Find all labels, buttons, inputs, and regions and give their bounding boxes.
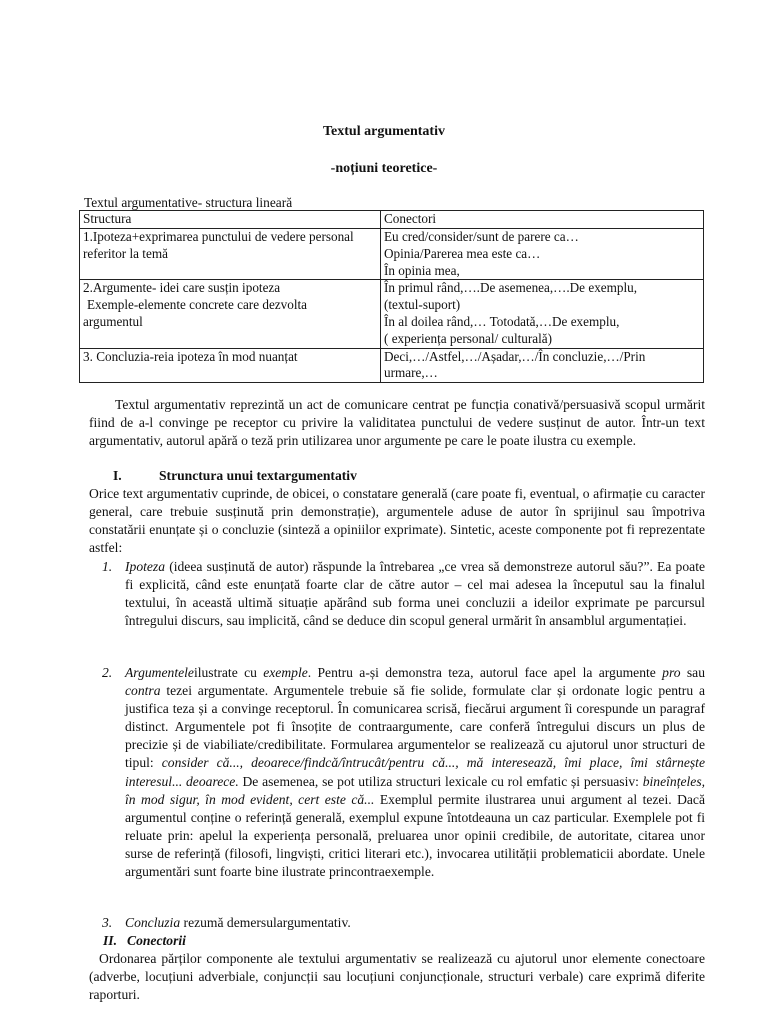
table-row	[80, 280, 704, 348]
item-text: De asemenea, se pot utiliza structuri lexicale cu rol emfatic și persuasiv:	[238, 773, 643, 789]
list-item-ipoteza	[102, 558, 705, 630]
cell-text: Eu cred/consider/sunt de parere ca…	[384, 229, 579, 244]
cell-text: urmare,…	[384, 365, 438, 381]
connectors-paragraph: Ordonarea părților componente ale textului argumentativ se realizează cu ajutorul unor elemente conectoare (adverbe, locuțiuni adverbiale, conjuncții sau locuțiuni conjuncționale, structuri verbale) care exprimă diferite raporturi.	[89, 951, 705, 1003]
argument-structures: consider că..., deoarece/findcă/întrucât/pentru că..., mă interesează, îmi place, îmi stârnește interesul... deoarece.	[125, 755, 705, 789]
section-number: I.	[113, 468, 122, 483]
table-caption: Textul argumentative- structura lineară	[84, 195, 293, 210]
structure-cell	[80, 280, 381, 348]
cell-text: (textul-suport)	[384, 297, 461, 313]
cell-text: 2.Argumente- idei care susțin ipoteza	[83, 280, 281, 296]
section-number: II.	[103, 933, 117, 948]
item-text: (ideea susținută de autor) răspunde la întrebarea „ce vrea să demonstreze autorul său?”. Ea poate fi explicită, când este enunțată foarte clar de către autor – cel mai adesea la începutul sau la finalul textului, în această ultimă situație apărând sub forma unei concluzii a ideilor exprimate pe parcursul întregului discurs, sau implicită, când se deduce din scopul general urmărit în ansamblul argumentației.	[125, 559, 705, 629]
item-text: rezumă demersulargumentativ.	[180, 915, 351, 930]
column-header-structure: Structura	[80, 211, 381, 229]
intro-paragraph: Textul argumentativ reprezintă un act de comunicare centrat pe funcția conativă/persuasivă scopul urmărit fiind de a-l convinge pe receptor cu privire la validitatea punctului de vedere susținut de autor. Într-un text argumentativ, autorul apără o teză prin utilizarea unor argumente pe care le poate ilustra cu exemple.	[89, 397, 705, 449]
term-pro: pro	[662, 665, 681, 680]
term-argumentele: Argumentele	[125, 665, 194, 680]
section-title: Conectorii	[127, 933, 186, 948]
connectors-cell	[381, 229, 704, 280]
cell-text: Opinia/Parerea mea este ca…	[384, 245, 541, 261]
term-ipoteza: Ipoteza	[125, 559, 166, 574]
connectors-cell	[381, 280, 704, 348]
table-row	[80, 229, 704, 280]
document-subtitle: -noțiuni teoretice-	[330, 161, 438, 176]
item-text: sau	[680, 665, 705, 680]
cell-text: 1.Ipoteza+exprimarea punctului de vedere personal	[83, 229, 354, 244]
structure-cell	[80, 348, 381, 383]
document-title: Textul argumentativ	[323, 124, 445, 139]
list-item-concluzia	[102, 914, 705, 932]
list-number: 2.	[102, 665, 113, 680]
cell-text: ( experiența personal/ culturală)	[384, 330, 553, 346]
item-text: ilustrate cu	[193, 665, 264, 680]
table-row	[80, 348, 704, 383]
term-concluzia: Concluzia	[125, 915, 181, 930]
cell-text: Exemple-elemente concrete care dezvolta	[87, 297, 308, 313]
term-contra: contra	[125, 683, 161, 699]
section-heading-structure	[113, 467, 357, 485]
cell-text: 3. Concluzia-reia ipoteza în mod nuanțat	[83, 348, 298, 364]
cell-text: În primul rând,….De asemenea,….De exemplu,	[384, 280, 638, 296]
cell-text: În al doilea rând,… Totodată,…De exemplu,	[384, 313, 620, 329]
item-text: Exemplul permite ilustrarea unui argument al tezei. Dacă argumentul conține o referință generală, exemplul expune întotdeauna un caz particular. Exemplele pot fi reluate prin: apelul la experiența personală, preluarea unor opinii credibile, de autoritate, citarea unor surse de referință (filosofi, lingviști, critici literari etc.), invocarea utilității problematicii abordate. Unele argumentări sunt foarte bine ilustrate princontraexemple.	[125, 791, 705, 880]
section-title: Strunctura unui textargumentativ	[159, 468, 357, 483]
cell-text: În opinia mea,	[384, 262, 460, 278]
item-text: . Pentru a-și demonstra teza, autorul face apel la argumente	[307, 665, 663, 680]
structure-paragraph: Orice text argumentativ cuprinde, de obicei, o constatare generală (care poate fi, eventual, o afirmație cu caracter general, care trebuie susținută prin demonstrație), argumentele aduse de autor în sprijinul sau împotriva constatării enunțate și o concluzie (sinteză a opiniilor exprimate). Sintetic, aceste componente pot fi reprezentate astfel:	[89, 486, 705, 556]
list-item-argumentele	[102, 664, 706, 881]
column-header-connectors: Conectori	[381, 211, 704, 229]
connectors-cell	[381, 348, 704, 383]
section-heading-connectors	[103, 932, 186, 950]
cell-text: argumentul	[83, 313, 143, 329]
item-text: tezei argumentate. Argumentele trebuie să fie solide, formulate clar și ordonate logic pentru a justifica teza și a convinge receptorul. În comunicarea scrisă, fiecărui argument îi corespunde un paragraf distinct. Argumentele pot fi însoțite de contraargumente, care conferă întregului discurs un plus de precizie și de viabiliate/credibilitate. Formularea argumentelor se realizează cu ajutorul unor structuri de tipul:	[125, 683, 705, 771]
list-number: 1.	[102, 559, 113, 574]
table-header-row	[80, 211, 704, 229]
structure-cell	[80, 229, 381, 280]
cell-text: Deci,…/Astfel,…/Așadar,…/În concluzie,…/Prin	[384, 348, 646, 364]
cell-text: referitor la temă	[83, 245, 168, 261]
list-number: 3.	[102, 915, 113, 930]
structure-table	[79, 210, 704, 383]
emphatic-structures: bineînțeles, în mod sigur, în mod evident, cert este că...	[125, 773, 706, 807]
term-exemple: exemple	[263, 665, 308, 680]
